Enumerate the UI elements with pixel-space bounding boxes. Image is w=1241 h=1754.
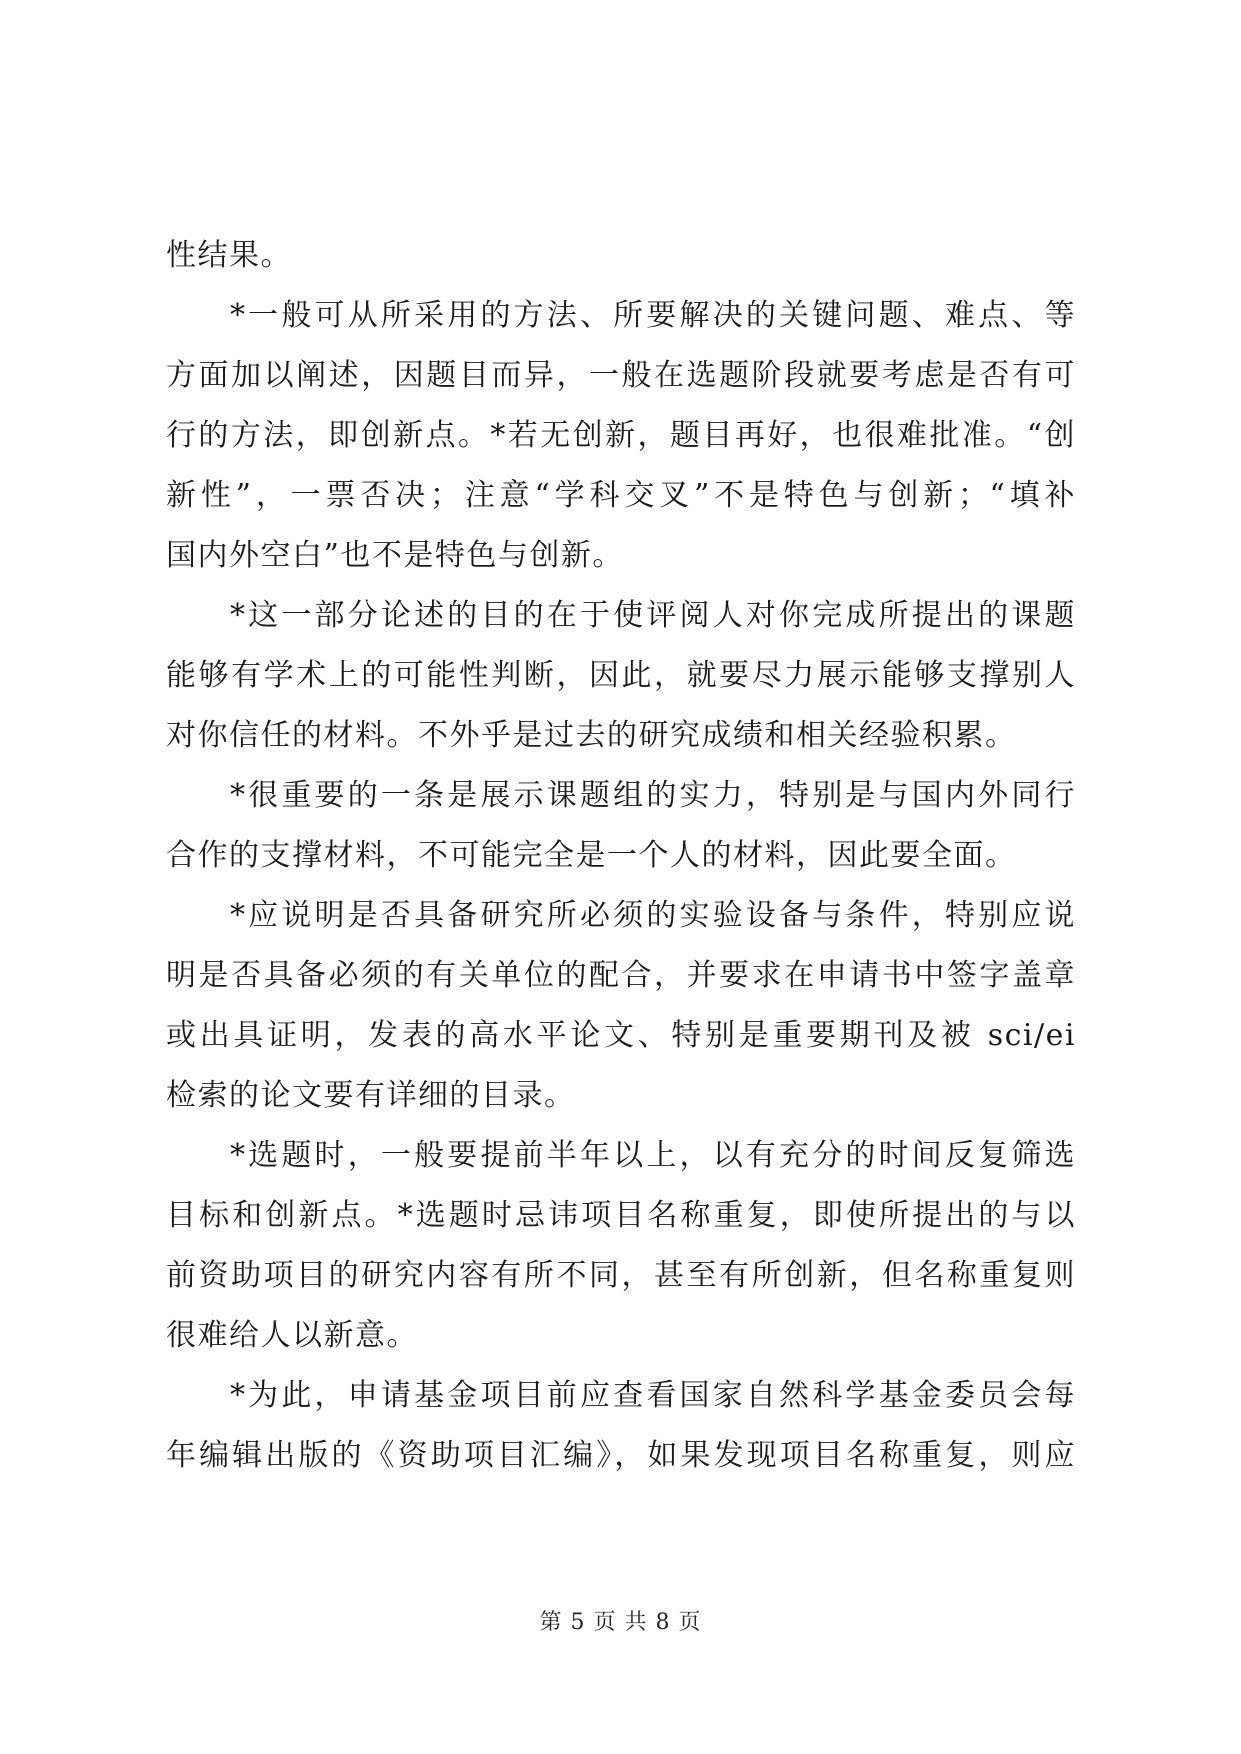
text-line: 检索的论文要有详细的目录。	[166, 1078, 576, 1113]
text-line: *这一部分论述的目的在于使评阅人对你完成所提出的课题	[230, 598, 1076, 633]
text-line: 能够有学术上的可能性判断，因此，就要尽力展示能够支撑别人	[166, 658, 1076, 693]
page-footer: 第 5 页 共 8 页	[539, 1610, 702, 1635]
text-line: 国内外空白”也不是特色与创新。	[166, 538, 624, 573]
text-line: 合作的支撑材料，不可能完全是一个人的材料，因此要全面。	[166, 838, 1017, 873]
text-line: *应说明是否具备研究所必须的实验设备与条件，特别应说	[230, 898, 1076, 933]
text-line: 或出具证明，发表的高水平论文、特别是重要期刊及被 sci/ei	[166, 1018, 1076, 1053]
text-line: 方面加以阐述，因题目而异，一般在选题阶段就要考虑是否有可	[166, 358, 1076, 393]
text-line: 对你信任的材料。不外乎是过去的研究成绩和相关经验积累。	[166, 718, 1017, 753]
text-line: 前资助项目的研究内容有所不同，甚至有所创新，但名称重复则	[166, 1258, 1076, 1293]
text-line: *很重要的一条是展示课题组的实力，特别是与国内外同行	[230, 778, 1076, 813]
text-line: *一般可从所采用的方法、所要解决的关键问题、难点、等	[230, 298, 1076, 333]
text-line: *为此，申请基金项目前应查看国家自然科学基金委员会每	[230, 1378, 1076, 1413]
text-line: 性结果。	[166, 238, 292, 273]
text-line: 目标和创新点。*选题时忌讳项目名称重复，即使所提出的与以	[166, 1198, 1076, 1233]
text-line: 年编辑出版的《资助项目汇编》，如果发现项目名称重复，则应	[166, 1438, 1076, 1473]
body-text	[166, 226, 1076, 1486]
text-line: *选题时，一般要提前半年以上，以有充分的时间反复筛选	[230, 1138, 1076, 1173]
text-line: 新性”，一票否决；注意“学科交叉”不是特色与创新；“填补	[166, 478, 1076, 513]
text-line: 很难给人以新意。	[166, 1318, 418, 1353]
text-line: 行的方法，即创新点。*若无创新，题目再好，也很难批准。“创	[166, 418, 1076, 453]
text-line: 明是否具备必须的有关单位的配合，并要求在申请书中签字盖章	[166, 958, 1076, 993]
